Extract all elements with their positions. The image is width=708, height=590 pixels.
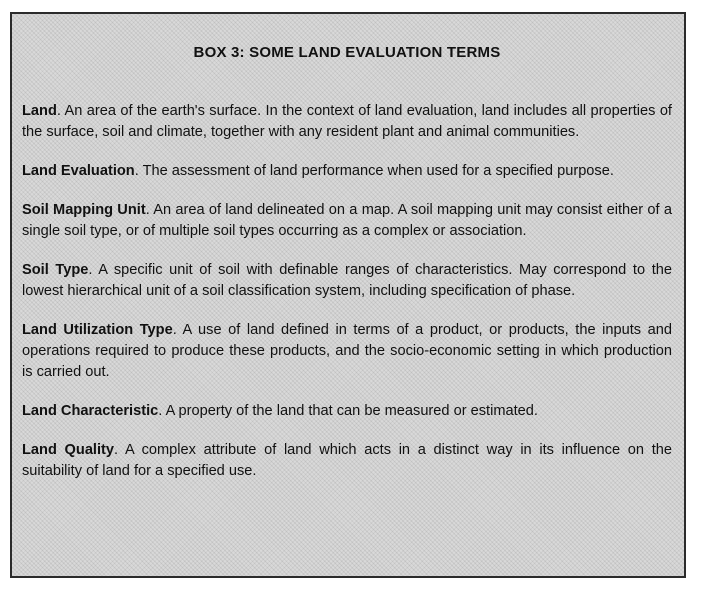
- term-name: Land Utilization Type: [22, 322, 173, 338]
- term-definition: An area of the earth's surface. In the context of land evaluation, land includes all properties of the surface, soil and climate, together with any resident plant and animal communities.: [22, 103, 672, 140]
- term-definition: A use of land defined in terms of a product, or products, the inputs and operations required to produce these products, and the socio-economic setting in which production is carried out.: [22, 322, 673, 380]
- term-name: Land: [22, 103, 57, 119]
- term-land-characteristic: Land Characteristic. A property of the land that can be measured or estimated.: [22, 403, 538, 419]
- term-land: Land. An area of the earth's surface. In the context of land evaluation, land includes all properties of the surface, soil and climate, together with any resident plant and animal communities.: [22, 103, 672, 140]
- term-name: Land Evaluation: [22, 163, 135, 179]
- box-title: BOX 3: SOME LAND EVALUATION TERMS: [193, 44, 501, 61]
- term-definition: A property of the land that can be measured or estimated.: [165, 403, 538, 419]
- terms-box: [10, 12, 686, 578]
- term-name: Soil Mapping Unit: [22, 202, 146, 218]
- term-soil-type: Soil Type. A specific unit of soil with definable ranges of characteristics. May correspond to the lowest hierarchical unit of a soil classification system, including specification of phase.: [22, 262, 672, 299]
- term-definition: An area of land delineated on a map. A soil mapping unit may consist either of a single soil type, or of multiple soil types occurring as a complex or association.: [22, 202, 672, 239]
- term-land-utilization-type: Land Utilization Type. A use of land defined in terms of a product, or products, the inputs and operations required to produce these products, and the socio-economic setting in which production is carried out.: [22, 322, 673, 380]
- term-land-quality: Land Quality. A complex attribute of land which acts in a distinct way in its influence on the suitability of land for a specified use.: [22, 442, 672, 479]
- term-definition: A specific unit of soil with definable ranges of characteristics. May correspond to the lowest hierarchical unit of a soil classification system, including specification of phase.: [22, 262, 672, 299]
- term-name: Land Quality: [22, 442, 115, 458]
- term-definition: A complex attribute of land which acts in a distinct way in its influence on the suitability of land for a specified use.: [22, 442, 672, 479]
- term-definition: The assessment of land performance when used for a specified purpose.: [142, 163, 614, 179]
- term-land-evaluation: Land Evaluation. The assessment of land performance when used for a specified purpose.: [22, 163, 614, 179]
- term-name: Soil Type: [22, 262, 89, 278]
- term-name: Land Characteristic: [22, 403, 159, 419]
- term-soil-mapping-unit: Soil Mapping Unit. An area of land delineated on a map. A soil mapping unit may consist either of a single soil type, or of multiple soil types occurring as a complex or association.: [22, 202, 672, 239]
